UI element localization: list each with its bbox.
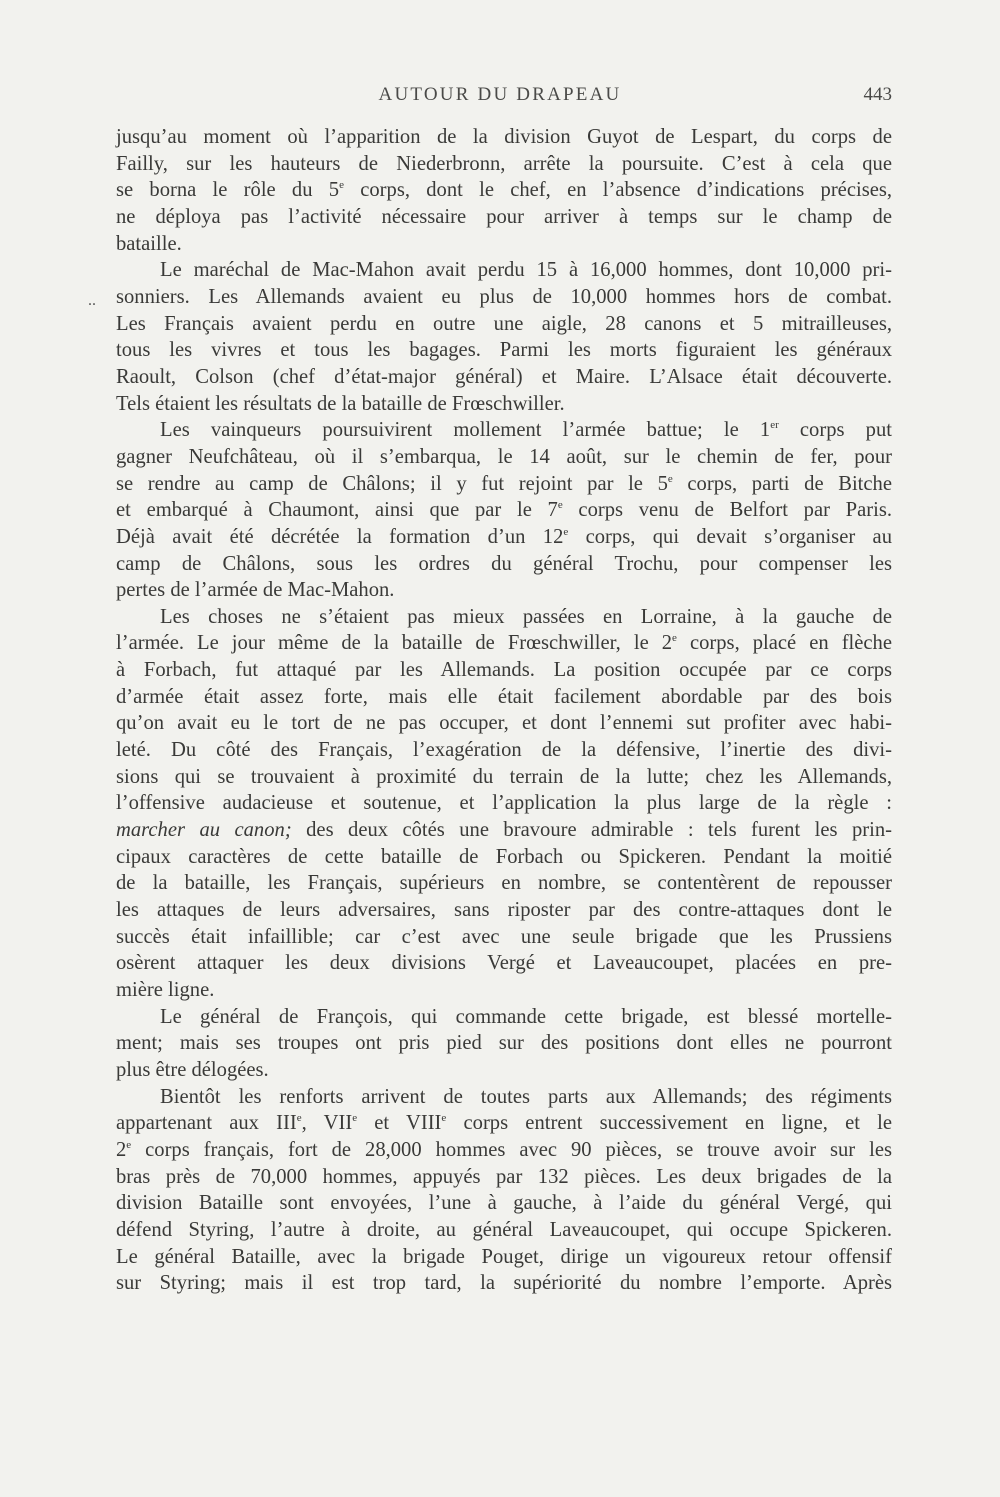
- text-line: ment; mais ses troupes ont pris pied sur des positions dont elles ne pourront: [116, 1032, 892, 1055]
- text-line: Tels étaient les résultats de la bataille de Frœschwiller.: [116, 392, 565, 415]
- text-line: Bientôt les renforts arrivent de toutes parts aux Allemands; des régiments: [160, 1085, 892, 1108]
- text-line: ne déploya pas l’activité nécessaire pour arriver à temps sur le champ de: [116, 205, 892, 228]
- text-line: bataille.: [116, 232, 182, 255]
- text-line: Le général de François, qui commande cette brigade, est blessé mortelle-: [160, 1005, 892, 1028]
- text-line: l’offensive audacieuse et soutenue, et l’application la plus large de la règle :: [116, 792, 892, 815]
- text-line: se rendre au camp de Châlons; il y fut rejoint par le 5e corps, parti de Bitche: [116, 472, 892, 495]
- text-line: gagner Neufchâteau, où il s’embarqua, le 14 août, sur le chemin de fer, pour: [116, 445, 892, 468]
- text-line: marcher au canon; des deux côtés une bravoure admirable : tels furent les prin-: [116, 819, 892, 842]
- text-line: Le maréchal de Mac-Mahon avait perdu 15 à 16,000 hommes, dont 10,000 pri-: [160, 259, 892, 282]
- text-line: de la bataille, les Français, supérieurs en nombre, se contentèrent de repousser: [116, 872, 892, 895]
- text-line: à Forbach, fut attaqué par les Allemands. La position occupée par ce corps: [116, 659, 892, 682]
- text-line: leté. Du côté des Français, l’exagération de la défensive, l’inertie des divi-: [116, 739, 892, 762]
- text-line: Failly, sur les hauteurs de Niederbronn, arrête la poursuite. C’est à cela que: [116, 152, 892, 175]
- text-line: Déjà avait été décrétée la formation d’un 12e corps, qui devait s’organiser au: [116, 525, 892, 548]
- text-line: Le général Bataille, avec la brigade Pouget, dirige un vigoureux retour offensif: [116, 1245, 892, 1268]
- text-line: succès était infaillible; car c’est avec une seule brigade que les Prussiens: [116, 925, 892, 948]
- text-line: qu’on avait eu le tort de ne pas occuper, et dont l’ennemi sut profiter avec habi-: [116, 712, 892, 735]
- running-title: AUTOUR DU DRAPEAU: [378, 84, 622, 105]
- text-line: l’armée. Le jour même de la bataille de Frœschwiller, le 2e corps, placé en flèche: [116, 632, 892, 655]
- text-line: jusqu’au moment où l’apparition de la division Guyot de Lespart, du corps de: [116, 126, 892, 148]
- text-line: 2e corps français, fort de 28,000 hommes avec 90 pièces, se trouve avoir sur les: [116, 1138, 892, 1161]
- text-line: division Bataille sont envoyées, l’une à gauche, à l’aide du général Vergé, qui: [116, 1192, 892, 1215]
- text-line: cipaux caractères de cette bataille de Forbach ou Spickeren. Pendant la moitié: [116, 845, 892, 868]
- running-header: [0, 84, 1000, 112]
- text-line: bras près de 70,000 hommes, appuyés par 132 pièces. Les deux brigades de la: [116, 1165, 892, 1188]
- text-line: sions qui se trouvaient à proximité du terrain de la lutte; chez les Allemands,: [116, 765, 892, 788]
- text-line: sur Styring; mais il est trop tard, la supériorité du nombre l’emporte. Après: [116, 1272, 892, 1295]
- text-line: et embarqué à Chaumont, ainsi que par le 7e corps venu de Belfort par Paris.: [116, 499, 892, 522]
- page-number: 443: [863, 84, 892, 105]
- text-line: d’armée était assez forte, mais elle était facilement abordable par des bois: [116, 685, 892, 708]
- text-line: Les vainqueurs poursuivirent mollement l’armée battue; le 1er corps put: [160, 419, 892, 442]
- text-line: camp de Châlons, sous les ordres du général Trochu, pour compenser les: [116, 552, 892, 575]
- text-line: Raoult, Colson (chef d’état-major général) et Maire. L’Alsace était découverte.: [116, 365, 892, 388]
- text-line: pertes de l’armée de Mac-Mahon.: [116, 579, 395, 602]
- text-line: plus être délogées.: [116, 1058, 269, 1081]
- text-line: mière ligne.: [116, 979, 215, 1001]
- text-line: appartenant aux IIIe, VIIe et VIIIe corps entrent successivement en ligne, et le: [116, 1112, 893, 1135]
- text-line: défend Styring, l’autre à droite, au général Laveaucoupet, qui occupe Spickeren.: [116, 1218, 892, 1241]
- text-line: les attaques de leurs adversaires, sans riposter par des contre-attaques dont le: [116, 899, 892, 922]
- text-line: sonniers. Les Allemands avaient eu plus de 10,000 hommes hors de combat.: [116, 285, 892, 308]
- text-line: se borna le rôle du 5e corps, dont le chef, en l’absence d’indications précises,: [116, 179, 893, 202]
- text-line: Les Français avaient perdu en outre une aigle, 28 canons et 5 mitrailleuses,: [116, 312, 892, 335]
- body-text: [116, 124, 892, 1297]
- text-line: Les choses ne s’étaient pas mieux passées en Lorraine, à la gauche de: [160, 605, 892, 628]
- margin-mark: ..: [88, 292, 96, 309]
- text-line: tous les vivres et tous les bagages. Parmi les morts figuraient les généraux: [116, 339, 892, 362]
- text-line: osèrent attaquer les deux divisions Vergé et Laveaucoupet, placées en pre-: [116, 952, 892, 975]
